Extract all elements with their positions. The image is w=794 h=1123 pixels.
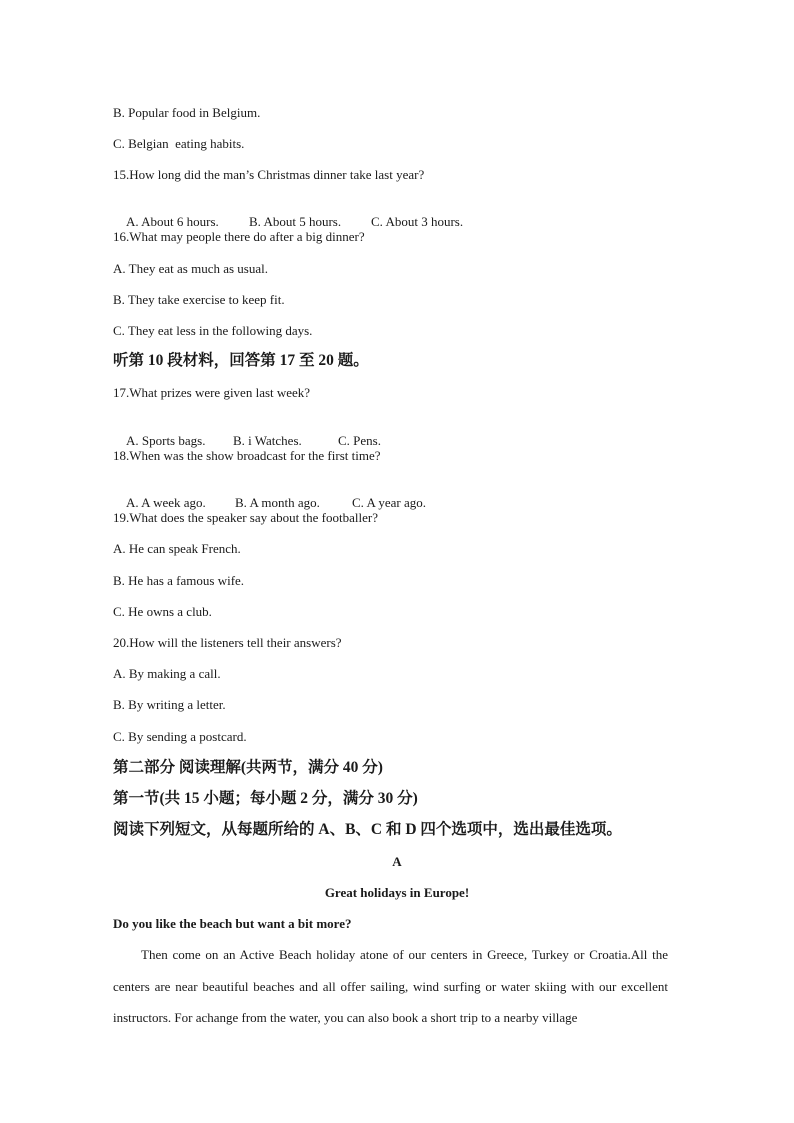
section-heading: 听第 10 段材料，回答第 17 至 20 题。: [113, 352, 369, 369]
option-a: A. A week ago.: [126, 495, 206, 510]
instruction-text: 阅读下列短文，从每题所给的 A、B、C 和 D 四个选项中，选出最佳选项。: [113, 821, 622, 838]
question-18: 18.When was the show broadcast for the first time?: [113, 448, 381, 463]
part-heading: 第二部分 阅读理解(共两节，满分 40 分): [113, 759, 383, 776]
question-20: 20.How will the listeners tell their answers?: [113, 635, 342, 650]
option-line: B. Popular food in Belgium.: [113, 105, 261, 120]
question-15: 15.How long did the man’s Christmas dinner take last year?: [113, 167, 425, 182]
option-line: A. He can speak French.: [113, 541, 241, 556]
option-a: A. About 6 hours.: [126, 214, 219, 229]
option-line: B. By writing a letter.: [113, 697, 226, 712]
question-17: 17.What prizes were given last week?: [113, 385, 311, 400]
option-line: C. By sending a postcard.: [113, 729, 247, 744]
option-line: A. By making a call.: [113, 666, 221, 681]
option-b: B. A month ago.: [235, 495, 320, 510]
question-16: 16.What may people there do after a big dinner?: [113, 229, 365, 244]
section-heading: 第一节(共 15 小题；每小题 2 分，满分 30 分): [113, 790, 418, 807]
option-line: B. He has a famous wife.: [113, 573, 245, 588]
option-c: C. About 3 hours.: [371, 214, 464, 229]
passage-subheading: Do you like the beach but want a bit more?: [113, 916, 352, 931]
option-c: C. Pens.: [338, 433, 381, 448]
passage-title: Great holidays in Europe!: [324, 885, 470, 900]
option-a: A. Sports bags.: [126, 433, 206, 448]
option-c: C. A year ago.: [352, 495, 427, 510]
passage-paragraph: [113, 939, 668, 1034]
option-line: B. They take exercise to keep fit.: [113, 292, 285, 307]
paragraph-text: Then come on an Active Beach holiday atone of our centers in Greece, Turkey or Croatia.All the centers are near beautiful beaches and all offer sailing, wind surfing or water skiing with our excellent instructors. For achange from the water, you can also book a short trip to a nearby village: [113, 947, 668, 1025]
passage-letter: A: [392, 854, 402, 869]
question-19: 19.What does the speaker say about the footballer?: [113, 510, 378, 525]
option-line: C. They eat less in the following days.: [113, 323, 313, 338]
option-line: A. They eat as much as usual.: [113, 261, 268, 276]
option-b: B. About 5 hours.: [249, 214, 342, 229]
option-line: C. Belgian eating habits.: [113, 136, 245, 151]
option-b: B. i Watches.: [233, 433, 302, 448]
option-line: C. He owns a club.: [113, 604, 212, 619]
